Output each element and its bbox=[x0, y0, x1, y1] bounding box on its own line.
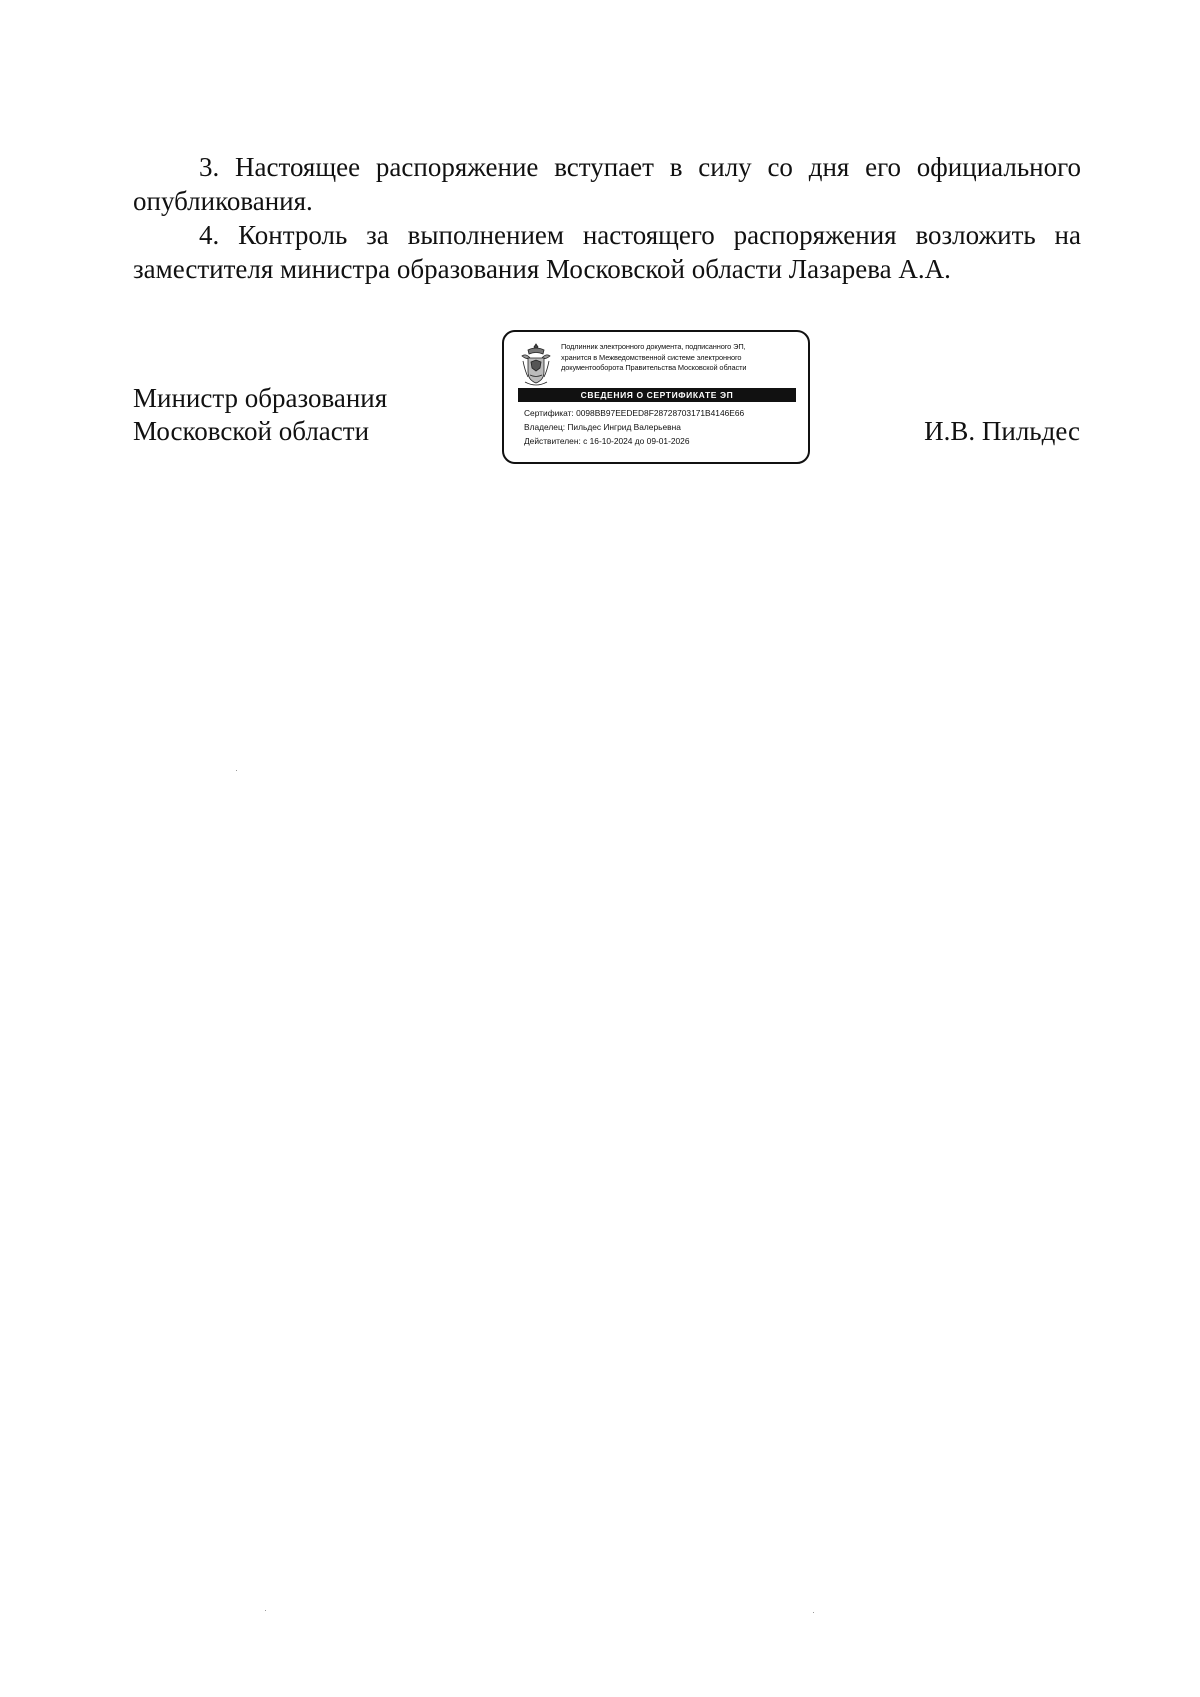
scan-speck bbox=[813, 1612, 814, 1613]
paragraph-3: 3. Настоящее распоряжение вступает в силу со дня его официального опубликования. bbox=[133, 152, 1081, 216]
valid-label: Действителен: bbox=[524, 436, 581, 446]
owner-value: Пильдес Ингрид Валерьевна bbox=[567, 422, 681, 432]
stamp-certificate bbox=[524, 408, 744, 419]
stamp-header: СВЕДЕНИЯ О СЕРТИФИКАТЕ ЭП bbox=[518, 388, 796, 402]
signer-name: И.В. Пильдес bbox=[924, 416, 1080, 446]
owner-label: Владелец: bbox=[524, 422, 566, 432]
scan-speck bbox=[265, 1610, 266, 1611]
stamp-validity bbox=[524, 436, 690, 447]
scan-speck bbox=[236, 770, 237, 771]
signer-position-line2: Московской области bbox=[133, 416, 370, 446]
certificate-value: 0098BB97EEDED8F28728703171B4146E66 bbox=[576, 408, 745, 418]
stamp-note-line1: Подлинник электронного документа, подписанного ЭП, bbox=[561, 342, 746, 351]
stamp-owner bbox=[524, 422, 681, 433]
document-body bbox=[133, 150, 1081, 286]
stamp-note-line2: хранится в Межведомственной системе электронного bbox=[561, 352, 742, 362]
signer-position bbox=[133, 382, 387, 448]
paragraph-4: 4. Контроль за выполнением настоящего распоряжения возложить на заместителя министра образования Московской области Лазарева А.А. bbox=[133, 220, 1081, 284]
stamp-note-line3: документооборота Правительства Московской области bbox=[561, 363, 747, 372]
stamp-note bbox=[561, 342, 806, 374]
valid-value: с 16-10-2024 до 09-01-2026 bbox=[583, 436, 690, 446]
electronic-signature-stamp bbox=[502, 330, 810, 464]
coat-of-arms-icon bbox=[519, 342, 553, 388]
signer-position-line1: Министр образования bbox=[133, 383, 388, 413]
certificate-label: Сертификат: bbox=[524, 408, 574, 418]
